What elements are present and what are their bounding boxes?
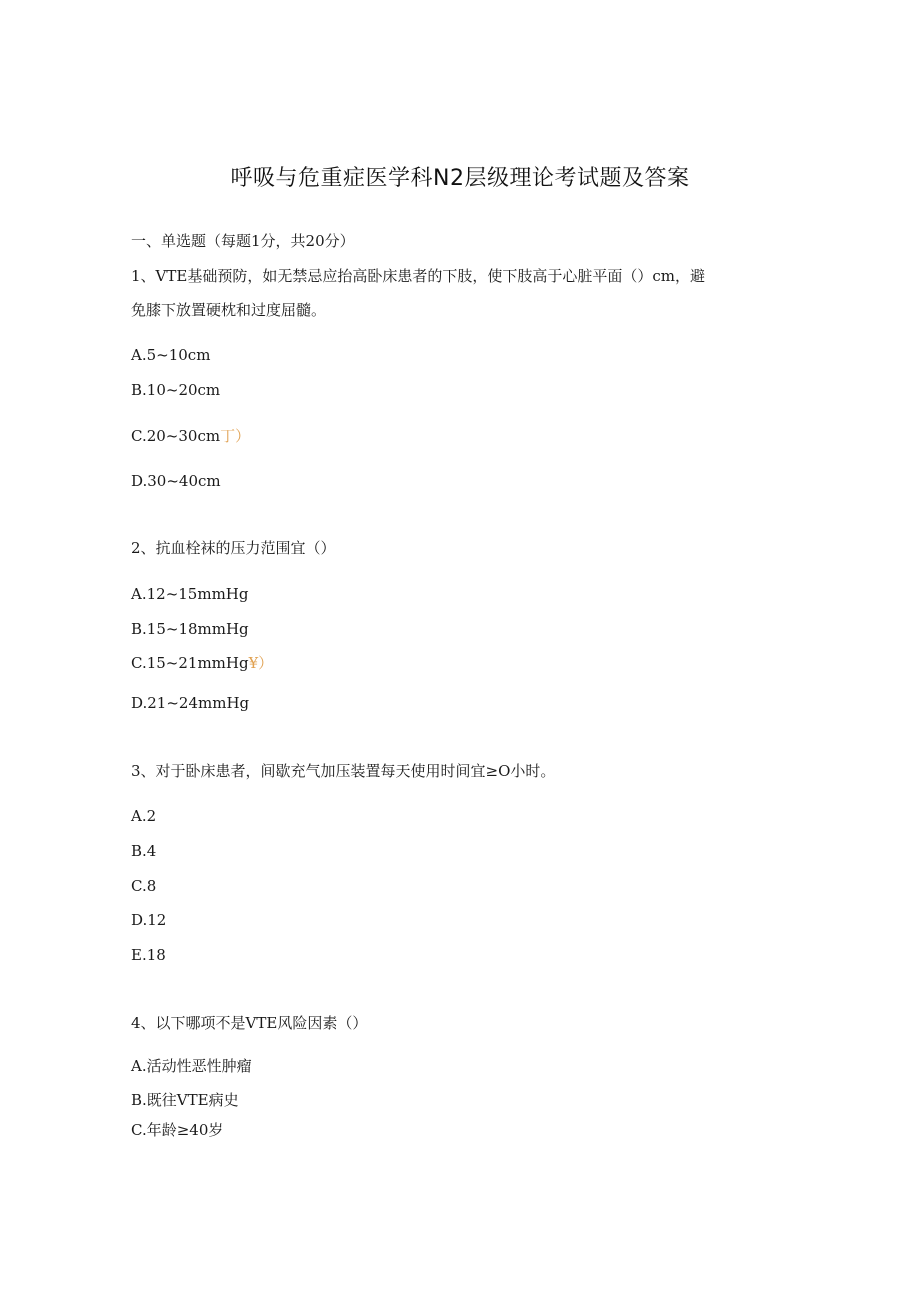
- document-title: 呼吸与危重症医学科N2层级理论考试题及答案: [230, 166, 690, 191]
- question-4-option-a: A.活动性恶性肿瘤: [131, 1057, 252, 1075]
- question-1-stem-line-1: 1、VTE基础预防，如无禁忌应抬高卧床患者的下肢，使下肢高于心脏平面（）cm，避: [131, 267, 705, 285]
- section-heading: 一、单选题（每题1分，共20分）: [131, 232, 355, 250]
- question-3-option-c: C.8: [131, 877, 157, 895]
- question-1-option-a: A.5~10cm: [131, 346, 211, 364]
- question-3-option-e: E.18: [131, 946, 166, 964]
- question-1-option-c-text: C.20~30cm: [131, 427, 221, 445]
- question-3-option-b: B.4: [131, 842, 157, 860]
- question-1-option-c: [131, 426, 250, 446]
- question-2-answer-mark: ¥）: [248, 654, 274, 672]
- question-2-option-c: [131, 653, 273, 673]
- question-1-option-b: B.10~20cm: [131, 381, 221, 399]
- question-2-option-d: D.21~24mmHg: [131, 694, 250, 712]
- question-1-answer-mark: 丁）: [220, 427, 251, 445]
- question-3-option-d: D.12: [131, 911, 167, 929]
- question-3-stem: 3、对于卧床患者，间歇充气加压装置每天使用时间宜≥O小时。: [131, 762, 556, 780]
- question-2-option-b: B.15~18mmHg: [131, 620, 249, 638]
- question-3-option-a: A.2: [131, 807, 157, 825]
- question-4-option-b: B.既往VTE病史: [131, 1091, 239, 1109]
- question-2-option-a: A.12~15mmHg: [131, 585, 249, 603]
- question-4-stem: 4、以下哪项不是VTE风险因素（）: [131, 1014, 368, 1032]
- question-2-option-c-text: C.15~21mmHg: [131, 654, 249, 672]
- question-1-stem-line-2: 免膝下放置硬枕和过度屈髓。: [131, 301, 327, 319]
- question-2-stem: 2、抗血栓袜的压力范围宜（）: [131, 539, 336, 557]
- question-4-option-c: C.年龄≥40岁: [131, 1121, 224, 1139]
- question-1-option-d: D.30~40cm: [131, 472, 221, 490]
